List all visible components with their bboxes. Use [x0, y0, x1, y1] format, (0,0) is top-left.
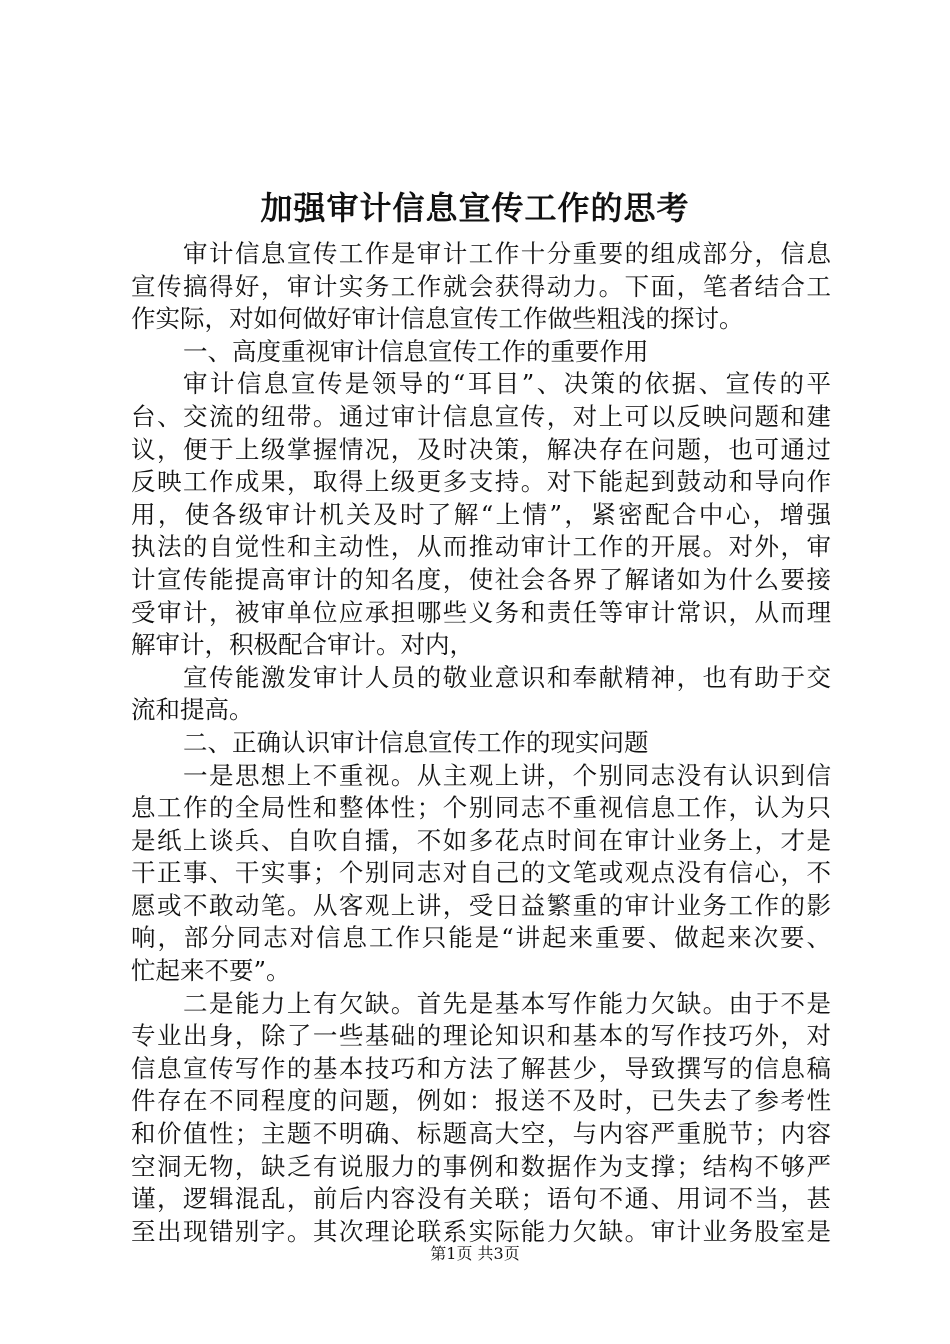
text-line: 干正事、干实事；个别同志对自己的文笔或观点没有信心，不: [131, 858, 831, 888]
text-line: 审计信息宣传是领导的“耳目”、决策的依据、宣传的平: [183, 369, 831, 399]
text-line: 解审计，积极配合审计。对内，: [131, 630, 474, 660]
text-line: 执法的自觉性和主动性，从而推动审计工作的开展。对外，审: [131, 532, 831, 562]
text-line: 议，便于上级掌握情况，及时决策，解决存在问题，也可通过: [131, 434, 831, 464]
text-line: 二是能力上有欠缺。首先是基本写作能力欠缺。由于不是: [183, 988, 831, 1018]
text-line: 响，部分同志对信息工作只能是“讲起来重要、做起来次要、: [131, 923, 831, 953]
document-body: [131, 238, 831, 1248]
text-line: 专业出身，除了一些基础的理论知识和基本的写作技巧外，对: [131, 1021, 831, 1051]
text-line: 息工作的全局性和整体性；个别同志不重视信息工作，认为只: [131, 793, 831, 823]
page-footer: 第1页 共3页: [430, 1244, 520, 1263]
text-line: 反映工作成果，取得上级更多支持。对下能起到鼓动和导向作: [131, 467, 831, 497]
text-line: 台、交流的纽带。通过审计信息宣传，对上可以反映问题和建: [131, 401, 831, 431]
document-title: 加强审计信息宣传工作的思考: [260, 189, 690, 227]
text-line: 宣传能激发审计人员的敬业意识和奉献精神，也有助于交: [183, 662, 831, 692]
text-line: 谨，逻辑混乱，前后内容没有关联；语句不通、用词不当，甚: [131, 1184, 831, 1214]
text-line: 忙起来不要”。: [131, 956, 291, 986]
text-line: 受审计，被审单位应承担哪些义务和责任等审计常识，从而理: [131, 597, 831, 627]
text-line: 是纸上谈兵、自吹自擂，不如多花点时间在审计业务上，才是: [131, 825, 831, 855]
text-line: 作实际，对如何做好审计信息宣传工作做些粗浅的探讨。: [131, 304, 744, 334]
text-line: 宣传搞得好，审计实务工作就会获得动力。下面，笔者结合工: [131, 271, 831, 301]
text-line: 一、高度重视审计信息宣传工作的重要作用: [183, 336, 649, 366]
text-line: 愿或不敢动笔。从客观上讲，受日益繁重的审计业务工作的影: [131, 890, 831, 920]
text-line: 一是思想上不重视。从主观上讲，个别同志没有认识到信: [183, 760, 831, 790]
text-line: 计宣传能提高审计的知名度，使社会各界了解诸如为什么要接: [131, 564, 831, 594]
text-line: 件存在不同程度的问题，例如：报送不及时，已失去了参考性: [131, 1086, 831, 1116]
text-line: 至出现错别字。其次理论联系实际能力欠缺。审计业务股室是: [131, 1216, 831, 1246]
text-line: 二、正确认识审计信息宣传工作的现实问题: [183, 727, 649, 757]
text-line: 审计信息宣传工作是审计工作十分重要的组成部分，信息: [183, 239, 831, 268]
text-line: 用，使各级审计机关及时了解“上情”，紧密配合中心，增强: [131, 499, 831, 529]
text-line: 流和提高。: [131, 695, 254, 725]
text-line: 信息宣传写作的基本技巧和方法了解甚少，导致撰写的信息稿: [131, 1053, 831, 1083]
text-line: 空洞无物，缺乏有说服力的事例和数据作为支撑；结构不够严: [131, 1151, 831, 1181]
text-line: 和价值性；主题不明确、标题高大空，与内容严重脱节；内容: [131, 1119, 831, 1149]
